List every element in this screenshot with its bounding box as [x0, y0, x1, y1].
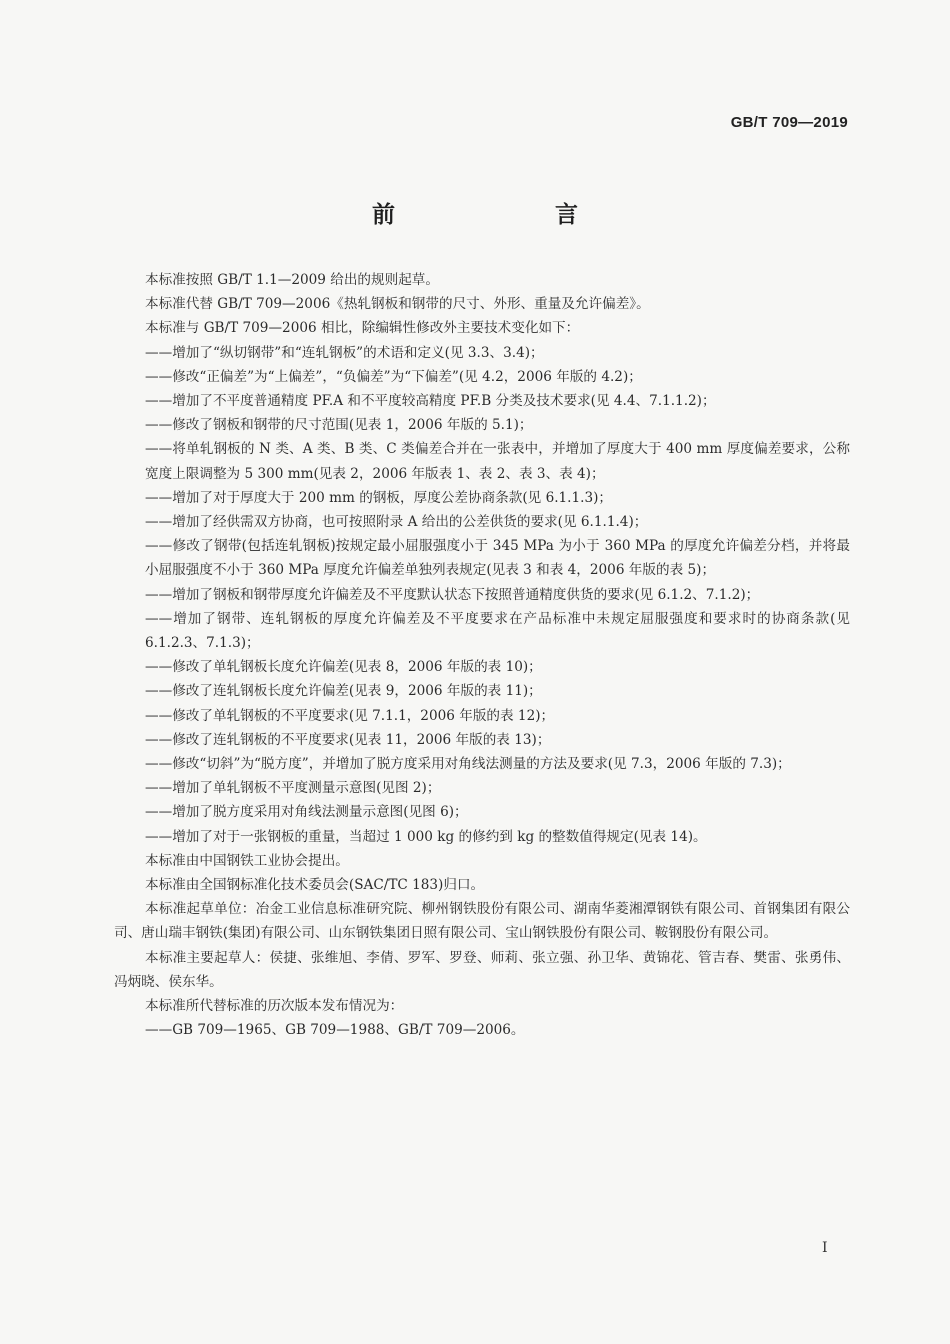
list-item: ——修改了连轧钢板的不平度要求(见表 11，2006 年版的表 13)； [145, 731, 551, 748]
list-item: ——修改“切斜”为“脱方度”，并增加了脱方度采用对角线法测量的方法及要求(见 7.3，2006 年版的 7.3)； [145, 756, 791, 773]
paragraph: 本标准所代替标准的历次版本发布情况为： [145, 998, 404, 1015]
list-item: ——增加了单轧钢板不平度测量示意图(见图 2)； [145, 780, 441, 797]
list-item: ——修改了连轧钢板长度允许偏差(见表 9，2006 年版的表 11)； [145, 683, 542, 700]
list-item: ——修改了单轧钢板长度允许偏差(见表 8，2006 年版的表 10)； [145, 659, 542, 676]
list-item: ——修改了钢带(包括连轧钢板)按规定最小屈服强度小于 345 MPa 为小于 360 MPa 的厚度允许偏差分档，并将最小屈服强度不小于 360 MPa 厚度允许偏差单独列表规定(见表 3 和表 4，2006 年版的表 5)； [145, 538, 850, 579]
list-item: ——增加了经供需双方协商，也可按照附录 A 给出的公差供货的要求(见 6.1.1.4)； [145, 514, 648, 531]
list-item: ——修改了钢板和钢带的尺寸范围(见表 1，2006 年版的 5.1)； [145, 417, 533, 434]
paragraph: 本标准按照 GB/T 1.1—2009 给出的规则起草。 [145, 272, 439, 288]
page-title: 前 言 [372, 202, 616, 228]
page-number: I [822, 1240, 828, 1256]
paragraph: 本标准由中国钢铁工业协会提出。 [145, 852, 349, 869]
paragraph: 本标准代替 GB/T 709—2006《热轧钢板和钢带的尺寸、外形、重量及允许偏差》。 [145, 296, 650, 313]
document-body [114, 268, 850, 1043]
list-item: ——增加了“纵切钢带”和“连轧钢板”的术语和定义(见 3.3、3.4)； [145, 344, 544, 361]
standard-code: GB/T 709—2019 [730, 114, 848, 131]
list-item: ——GB 709—1965、GB 709—1988、GB/T 709—2006。 [145, 1022, 525, 1039]
list-item: ——增加了不平度普通精度 PF.A 和不平度较高精度 PF.B 分类及技术要求(见 4.4、7.1.1.2)； [145, 393, 716, 410]
list-item: ——将单轧钢板的 N 类、A 类、B 类、C 类偏差合并在一张表中，并增加了厚度大于 400 mm 厚度偏差要求，公称宽度上限调整为 5 300 mm(见表 2，2006 年版表 1、表 2、表 3、表 4)； [145, 441, 850, 482]
list-item: ——增加了钢带、连轧钢板的厚度允许偏差及不平度要求在产品标准中未规定屈服强度和要求时的协商条款(见 6.1.2.3、7.1.3)； [145, 610, 850, 652]
list-item: ——增加了钢板和钢带厚度允许偏差及不平度默认状态下按照普通精度供货的要求(见 6.1.2、7.1.2)； [145, 586, 760, 603]
list-item: ——增加了对于厚度大于 200 mm 的钢板，厚度公差协商条款(见 6.1.1.3)； [145, 489, 613, 506]
list-item: ——修改“正偏差”为“上偏差”，“负偏差”为“下偏差”(见 4.2，2006 年版的 4.2)； [145, 368, 642, 385]
paragraph: 本标准起草单位：冶金工业信息标准研究院、柳州钢铁股份有限公司、湖南华菱湘潭钢铁有限公司、首钢集团有限公司、唐山瑞丰钢铁(集团)有限公司、山东钢铁集团日照有限公司、宝山钢铁股份有限公司、鞍钢股份有限公司。 [114, 901, 850, 942]
list-item: ——增加了脱方度采用对角线法测量示意图(见图 6)； [145, 804, 468, 821]
paragraph: 本标准由全国钢标准化技术委员会(SAC/TC 183)归口。 [145, 877, 485, 894]
paragraph: 本标准与 GB/T 709—2006 相比，除编辑性修改外主要技术变化如下： [145, 320, 580, 337]
paragraph: 本标准主要起草人：侯捷、张维旭、李倩、罗军、罗登、师莉、张立强、孙卫华、黄锦花、管吉春、樊雷、张勇伟、冯炳晓、侯东华。 [114, 949, 850, 990]
list-item: ——增加了对于一张钢板的重量，当超过 1 000 kg 的修约到 kg 的整数值得规定(见表 14)。 [145, 828, 707, 845]
list-item: ——修改了单轧钢板的不平度要求(见 7.1.1，2006 年版的表 12)； [145, 707, 555, 724]
